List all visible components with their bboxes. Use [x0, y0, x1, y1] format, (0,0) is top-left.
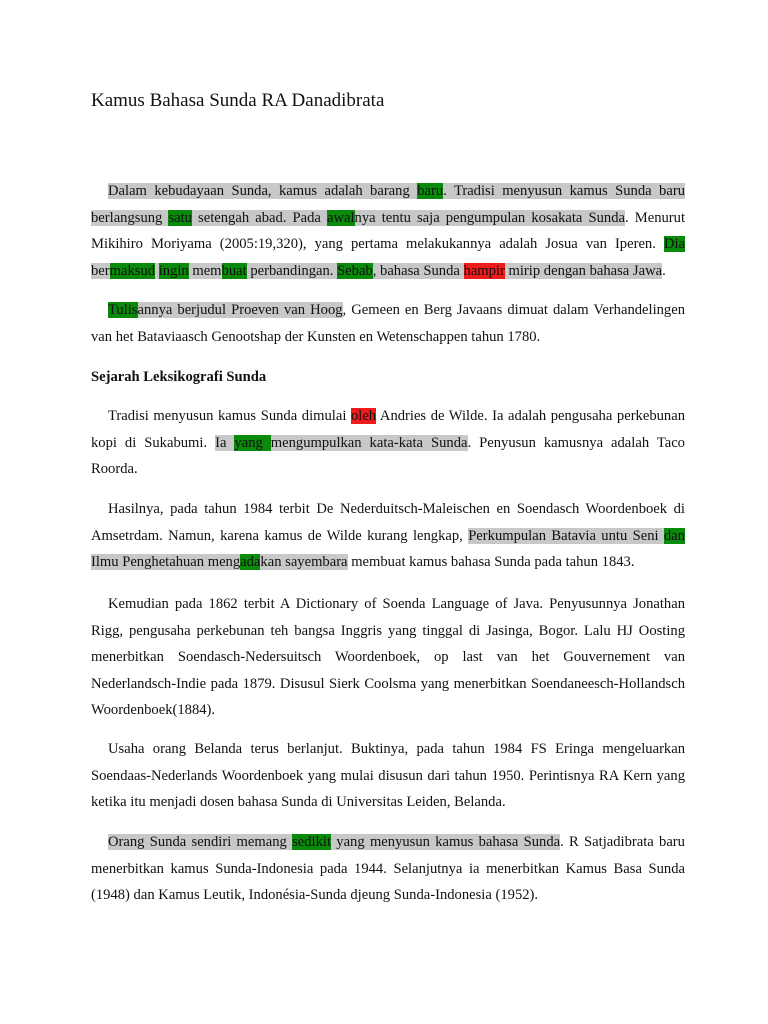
highlighted-text: dan	[663, 527, 685, 544]
highlighted-text: mem	[188, 262, 222, 279]
section-heading: Sejarah Leksikografi Sunda	[91, 369, 267, 385]
text-run: . R Satjadibrata baru menerbitkan kamus Sunda-Indonesia pada 1944. Selanjutnya ia menerbitkan Kamus Basa Sunda (1948) dan Kamus Leutik, Indonésia-Sunda djeung Sunda-Indonesia (1952).	[91, 834, 685, 903]
highlighted-text: Perkumpulan Batavia untu Seni	[468, 527, 664, 544]
highlighted-text: mengumpulkan kata-kata Sunda	[270, 434, 468, 451]
paragraph	[91, 297, 685, 350]
text-run: membuat kamus bahasa Sunda pada tahun 1843.	[347, 554, 635, 570]
paragraph	[91, 403, 685, 483]
paragraph	[91, 496, 685, 576]
highlighted-text: ber	[91, 262, 110, 279]
text-run: .	[662, 262, 666, 279]
text-run: , Gemeen en Berg Javaans dimuat dalam Verhandelingen van het Bataviaasch Genootshap der Kunsten en Wetenschappen tahun 1780.	[91, 302, 685, 345]
paragraph	[91, 178, 685, 284]
highlighted-text: buat	[221, 262, 247, 279]
paragraph	[91, 829, 685, 909]
highlighted-text: oleh	[350, 408, 377, 424]
highlighted-text: Sebab	[337, 262, 373, 279]
paragraph	[91, 591, 685, 724]
highlighted-text: yang menyusun kamus bahasa Sunda	[331, 834, 561, 850]
text-run: . Penyusun kamusnya adalah Taco Roorda.	[91, 434, 685, 477]
highlighted-text: Orang Sunda sendiri memang	[108, 834, 293, 850]
highlighted-text: Dalam kebudayaan Sunda, kamus adalah barang	[108, 183, 418, 199]
paragraph	[91, 736, 685, 816]
highlighted-text: setengah abad. Pada	[191, 209, 327, 226]
highlighted-text: satu	[168, 209, 192, 226]
highlighted-text: nya tentu saja pengumpulan kosakata Sunda	[354, 209, 625, 226]
text-run: Usaha orang Belanda terus berlanjut. Buktinya, pada tahun 1984 FS Eringa mengeluarkan Soendaas-Nederlands Woordenboek yang mulai disusun dari tahun 1950. Perintisnya RA Kern yang ketika itu menjadi dosen bahasa Sunda di Universitas Leiden, Belanda.	[91, 741, 685, 810]
text-run: Andries de Wilde. Ia adalah pengusaha perkebunan kopi di Sukabumi.	[91, 408, 685, 451]
highlighted-text: . Tradisi menyusun kamus Sunda baru berlangsung	[91, 183, 685, 226]
highlighted-text: sedikit	[292, 834, 331, 850]
highlighted-text: ada	[240, 554, 261, 570]
highlighted-text: maksud	[109, 262, 156, 279]
text-run: Kemudian pada 1862 terbit A Dictionary of Soenda Language of Java. Penyusunnya Jonathan Rigg, pengusaha perkebunan teh bangsa Inggris yang tinggal di Jasinga, Bogor. Lalu HJ Oosting menerbitkan Soendasch-Nedersuitsch Woordenboek, op last van het Gouvernement van Nederlandsch-Indie pada 1879. Disusul Sierk Coolsma yang menerbitkan Soendaneesch-Hollandsch Woordenboek(1884).	[91, 596, 685, 718]
highlighted-text: hampir	[463, 262, 505, 279]
highlighted-text: kan sayembara	[260, 554, 348, 570]
highlighted-text: baru	[417, 183, 444, 199]
highlighted-text: mirip dengan bahasa Jawa	[504, 262, 663, 279]
highlighted-text: Dia	[663, 236, 685, 252]
highlighted-text: Ia	[215, 434, 235, 451]
text-run: Tradisi menyusun kamus Sunda dimulai	[108, 408, 351, 424]
highlighted-text: , bahasa Sunda	[372, 262, 464, 279]
text-run: . Menurut Mikihiro Moriyama (2005:19,320), yang pertama melakukannya adalah Josua van Iperen.	[91, 209, 685, 252]
document-title: Kamus Bahasa Sunda RA Danadibrata	[91, 90, 385, 111]
highlighted-text: Ilmu Penghetahuan meng	[91, 554, 241, 570]
highlighted-text: Tulis	[108, 302, 138, 318]
highlighted-text: annya berjudul Proeven van Hoog	[137, 302, 343, 318]
highlighted-text: ingin	[158, 262, 189, 279]
text-run: Hasilnya, pada tahun 1984 terbit De Nederduitsch-Maleischen en Soendasch Woordenboek di Amsetrdam. Namun, karena kamus de Wilde kurang lengkap,	[91, 501, 685, 544]
highlighted-text: yang	[234, 434, 271, 451]
highlighted-text: awal	[326, 209, 355, 226]
highlighted-text: perbandingan.	[246, 262, 338, 279]
